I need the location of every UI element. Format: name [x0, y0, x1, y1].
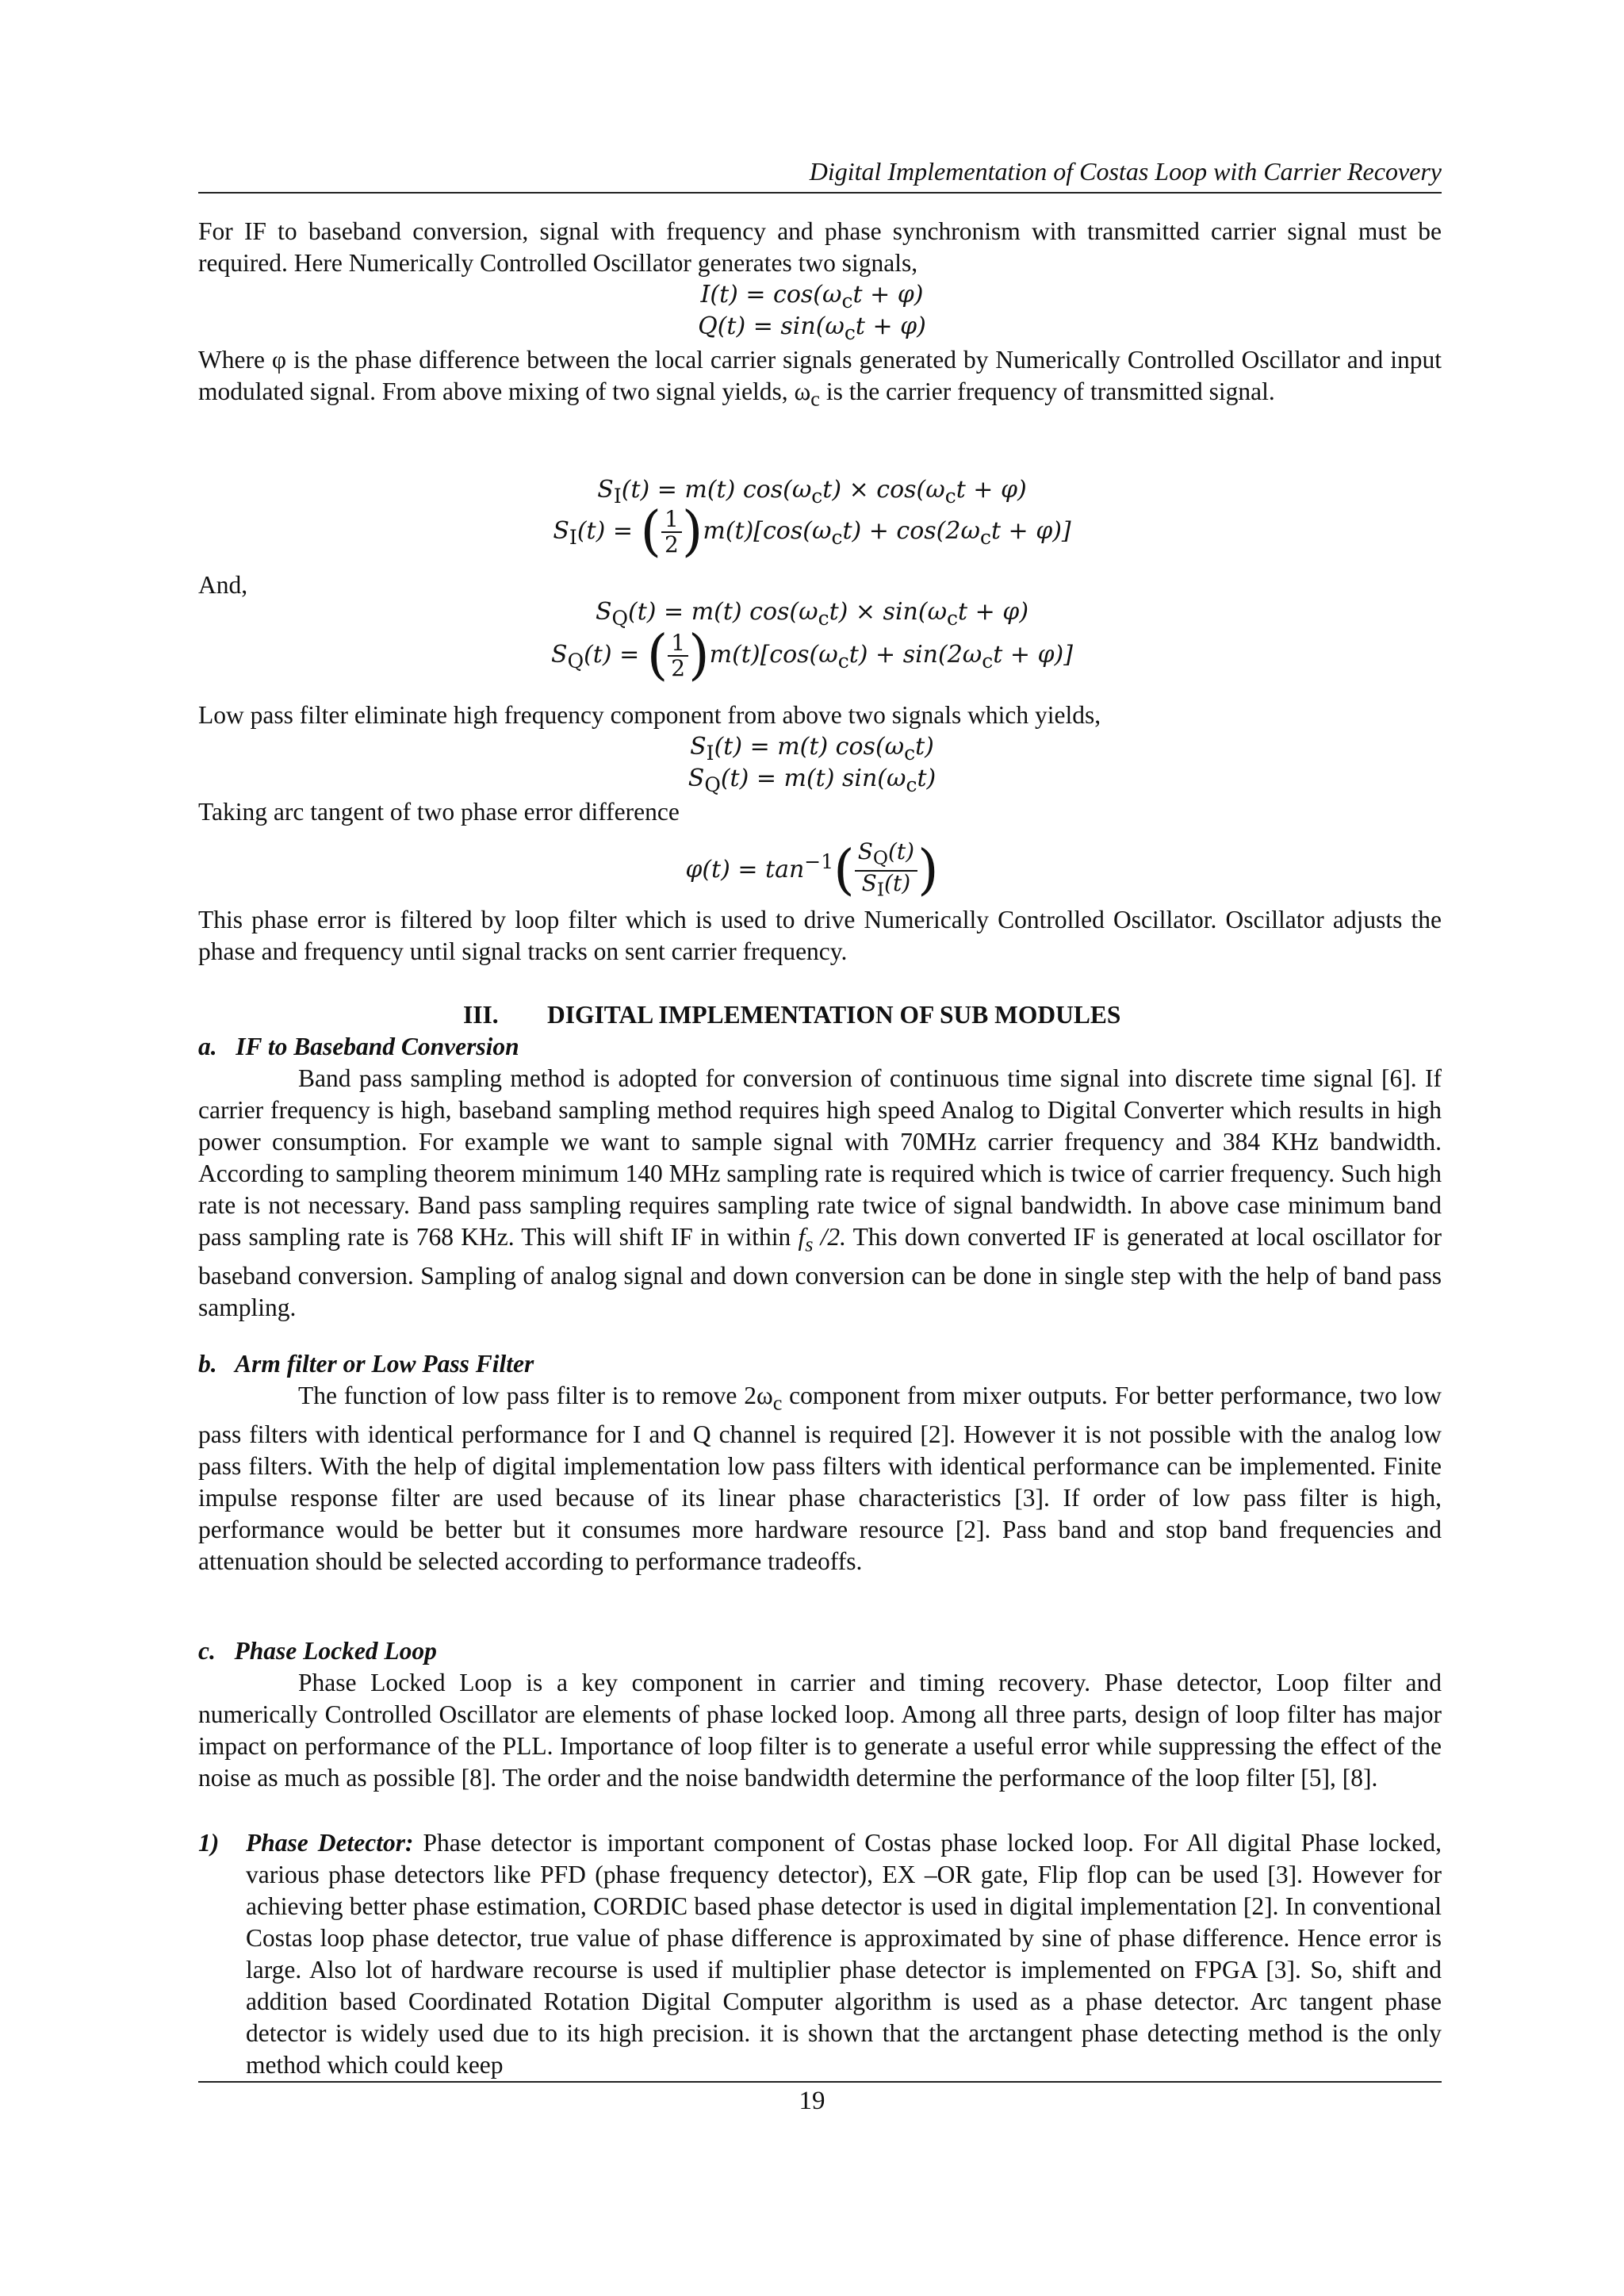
and-label: And,: [198, 571, 248, 599]
section-number: III.: [463, 1001, 499, 1029]
paragraph-low-pass: Low pass filter eliminate high frequency component from above two signals which yields,: [198, 701, 1101, 729]
equation-sq-expanded: $S_Q(t)$ = ( $\frac{1}{2}$ )$m(t)[\cos(\omega_ct) + \sin(2\omega_ct + \varphi)]$: [551, 624, 1073, 687]
equation-si-filtered: $S_I(t) = m(t)$ $\cos(\omega_ct)$: [690, 733, 934, 765]
equation-i: $I(t) = \cos(\omega_ct + \varphi)$: [700, 281, 924, 312]
equation-sq-filtered: $S_Q(t) = m(t)$ $\sin(\omega_ct)$: [688, 765, 936, 796]
section-title: DIGITAL IMPLEMENTATION OF SUB MODULES: [547, 1001, 1121, 1029]
header-rule: [198, 192, 1442, 194]
equation-phi: $\varphi(t) = \tan^{-1}$( $\frac{S_Q(t)}{S_I(t)}$ ): [685, 838, 939, 902]
paragraph-phase-difference: Where φ is the phase difference between the local carrier signals generated by Numerically Controlled Oscillator and input modulated signal. From above mixing of two signal yields, $\omega_c$ is the carrier frequency of transmitted signal.: [198, 346, 1442, 411]
paragraph-pll: Phase Locked Loop is a key component in carrier and timing recovery. Phase detector, Loop filter and numerically Controlled Oscillator are elements of phase locked loop. Among all three parts, design of loop filter has major impact on performance of the PLL. Importance of loop filter is to generate a useful error while suppressing the effect of the noise as much as possible [8]. The order and the noise bandwidth determine the performance of the loop filter [5], [8].: [198, 1669, 1442, 1792]
equation-si-expanded: $S_I(t)$ = ( $\frac{1}{2}$ )$m(t)[\cos(\omega_ct) + \cos(2\omega_ct + \varphi)]$: [553, 500, 1071, 563]
fraction-one-half: $\frac{1}{2}$: [661, 508, 682, 557]
page-number: 19: [799, 2087, 825, 2115]
paragraph-arm-filter: The function of low pass filter is to remove $2\omega_c$ component from mixer outputs. For better performance, two low pass filters with identical performance for I and Q channel is required [2]. However it is not possible with the analog low pass filters. With the help of digital implementation low pass filters with identical performance can be implemented. Finite impulse response filter are used because of its linear phase characteristics [3]. If order of low pass filter is high, performance would be better but it consumes more hardware resource [2]. Pass band and stop band frequencies and attenuation should be selected according to performance tradeoffs.: [198, 1382, 1442, 1576]
paragraph-arc-tangent: Taking arc tangent of two phase error difference: [198, 798, 680, 826]
running-header: Digital Implementation of Costas Loop with Carrier Recovery: [809, 157, 1442, 186]
subsection-c-heading: c. Phase Locked Loop: [198, 1637, 437, 1665]
equation-sq-product: $S_Q(t) = m(t) \cos(\omega_ct) \times \sin(\omega_ct + \varphi)$: [595, 598, 1029, 630]
subsection-b-heading: b. Arm filter or Low Pass Filter: [198, 1350, 534, 1378]
footer-rule: [198, 2081, 1442, 2083]
paragraph-bandpass-sampling: Band pass sampling method is adopted for conversion of continuous time signal into discrete time signal [6]. If carrier frequency is high, baseband sampling method requires high speed Analog to Digital Converter which results in high power consumption. For example we want to sample signal with 70MHz carrier frequency and 384 KHz bandwidth. According to sampling theorem minimum 140 MHz sampling rate is required which is twice of carrier frequency. Such high rate is not necessary. Band pass sampling requires sampling rate twice of signal bandwidth. In above case minimum band pass sampling rate is 768 KHz. This will shift IF in within $f_s$ /2. This down converted IF is generated at local oscillator for baseband conversion. Sampling of analog signal and down conversion can be done in single step with the help of band pass sampling.: [198, 1064, 1442, 1322]
list-item-number: 1): [198, 1829, 220, 1857]
paragraph-nco-intro: For IF to baseband conversion, signal with frequency and phase synchronism with transmitted carrier signal must be required. Here Numerically Controlled Oscillator generates two signals,: [198, 217, 1442, 277]
equation-q: $Q(t) = \sin(\omega_ct + \varphi)$: [698, 312, 926, 344]
fraction-sq-over-si: $\frac{S_Q(t)}{S_I(t)}$: [855, 840, 917, 901]
fraction-one-half: $\frac{1}{2}$: [668, 631, 688, 680]
equation-si-product: $S_I(t) = m(t) \cos(\omega_ct) \times \cos(\omega_ct + \varphi)$: [597, 476, 1027, 508]
list-item-phase-detector: Phase Detector: Phase detector is important component of Costas phase locked loop. For All digital Phase locked, various phase detectors like PFD (phase frequency detector), EX –OR gate, Flip flop can be used [3]. However for achieving better phase estimation, CORDIC based phase detector is used in digital implementation [2]. In conventional Costas loop phase detector, true value of phase difference is approximated by sine of phase difference. Hence error is large. Also lot of hardware recourse is used if multiplier phase detector is implemented on FPGA [3]. So, shift and addition based Coordinated Rotation Digital Computer algorithm is used as a phase detector. Arc tangent phase detector is widely used due to its high precision. it is shown that the arctangent phase detecting method is the only method which could keep: [246, 1829, 1442, 2079]
subsection-a-heading: a. IF to Baseband Conversion: [198, 1033, 519, 1060]
paragraph-loop-filter-nco: This phase error is filtered by loop filter which is used to drive Numerically Controlled Oscillator. Oscillator adjusts the phase and frequency until signal tracks on sent carrier frequency.: [198, 906, 1442, 965]
